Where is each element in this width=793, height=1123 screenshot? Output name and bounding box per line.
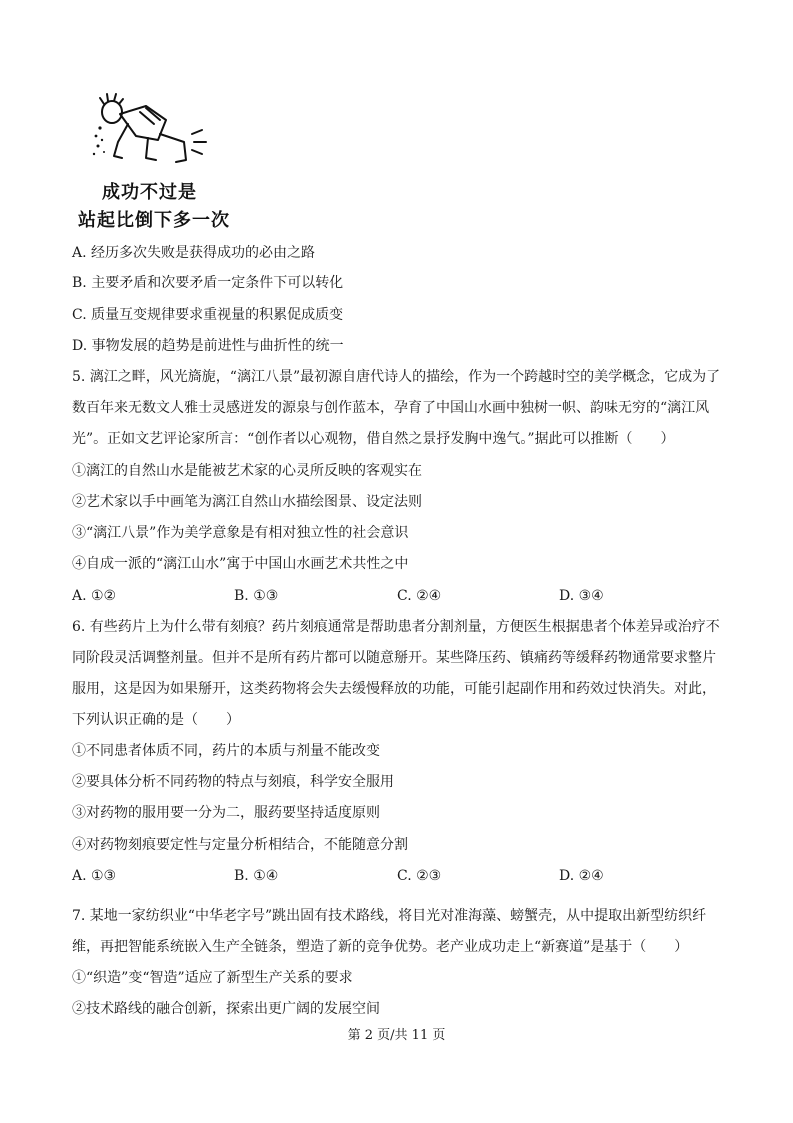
q6-stem-line-2: 同阶段灵活调整剂量。但并不是所有药片都可以随意掰开。某些降压药、镇痛药等缓释药物通常要求整片 xyxy=(72,650,716,666)
q5-option-a: A. ①② xyxy=(72,588,117,604)
q4-option-c: C. 质量互变规律要求重视量的积累促成质变 xyxy=(72,307,344,323)
q6-option-d: D. ②④ xyxy=(559,868,604,884)
q6-option-c: C. ②③ xyxy=(397,868,442,884)
q5-option-d: D. ③④ xyxy=(559,588,604,604)
q7-item-2: ②技术路线的融合创新，探索出更广阔的发展空间 xyxy=(72,1001,380,1017)
q6-stem-line-3: 服用，这是因为如果掰开，这类药物将会失去缓慢释放的功能，可能引起副作用和药效过快消失。对此， xyxy=(72,681,716,697)
q5-option-b: B. ①③ xyxy=(234,588,279,604)
q5-stem-line-3: 光”。正如文艺评论家所言：“创作者以心观物，借自然之景抒发胸中逸气。”据此可以推断（ ） xyxy=(72,431,675,447)
caption-line-1: 成功不过是 xyxy=(102,182,197,203)
q5-item-3: ③“漓江八景”作为美学意象是有相对独立性的社会意识 xyxy=(72,525,409,541)
cartoon-illustration xyxy=(88,84,220,174)
q5-stem-line-2: 数百年来无数文人雅士灵感迸发的源泉与创作蓝本，孕育了中国山水画中独树一帜、韵味无穷的“漓江风 xyxy=(72,400,710,416)
caption-line-2: 站起比倒下多一次 xyxy=(78,210,230,231)
q6-option-a: A. ①③ xyxy=(72,868,117,884)
page-footer: 第 2 页/共 11 页 xyxy=(347,1028,446,1043)
q6-item-3: ③对药物的服用要一分为二，服药要坚持适度原则 xyxy=(72,805,380,821)
q4-option-d: D. 事物发展的趋势是前进性与曲折性的统一 xyxy=(72,338,344,354)
q5-item-2: ②艺术家以手中画笔为漓江自然山水描绘图景、设定法则 xyxy=(72,494,422,510)
q6-item-2: ②要具体分析不同药物的特点与刻痕，科学安全服用 xyxy=(72,774,394,790)
q4-option-b: B. 主要矛盾和次要矛盾一定条件下可以转化 xyxy=(72,275,344,291)
q7-stem-line-2: 维，再把智能系统嵌入生产全链条，塑造了新的竞争优势。老产业成功走上“新赛道”是基于（ ） xyxy=(72,939,689,955)
q6-item-1: ①不同患者体质不同，药片的本质与剂量不能改变 xyxy=(72,743,380,759)
q5-option-c: C. ②④ xyxy=(397,588,442,604)
q6-item-4: ④对药物刻痕要定性与定量分析相结合，不能随意分割 xyxy=(72,837,408,853)
q7-item-1: ①“织造”变“智造”适应了新型生产关系的要求 xyxy=(72,970,353,986)
q6-stem-line-1: 6. 有些药片上为什么带有刻痕？药片刻痕通常是帮助患者分割剂量，方便医生根据患者个体差异或治疗不 xyxy=(72,619,720,635)
q5-item-4: ④自成一派的“漓江山水”寓于中国山水画艺术共性之中 xyxy=(72,556,409,572)
q6-option-b: B. ①④ xyxy=(234,868,279,884)
q7-stem-line-1: 7. 某地一家纺织业“中华老字号”跳出固有技术路线，将目光对准海藻、螃蟹壳，从中提取出新型纺织纤 xyxy=(72,908,707,924)
q4-option-a: A. 经历多次失败是获得成功的必由之路 xyxy=(72,245,316,261)
q6-stem-line-4: 下列认识正确的是（ ） xyxy=(72,712,240,728)
q5-stem-line-1: 5. 漓江之畔，风光旖旎，“漓江八景”最初源自唐代诗人的描绘，作为一个跨越时空的美学概念，它成为了 xyxy=(72,369,721,385)
q5-item-1: ①漓江的自然山水是能被艺术家的心灵所反映的客观实在 xyxy=(72,463,422,479)
